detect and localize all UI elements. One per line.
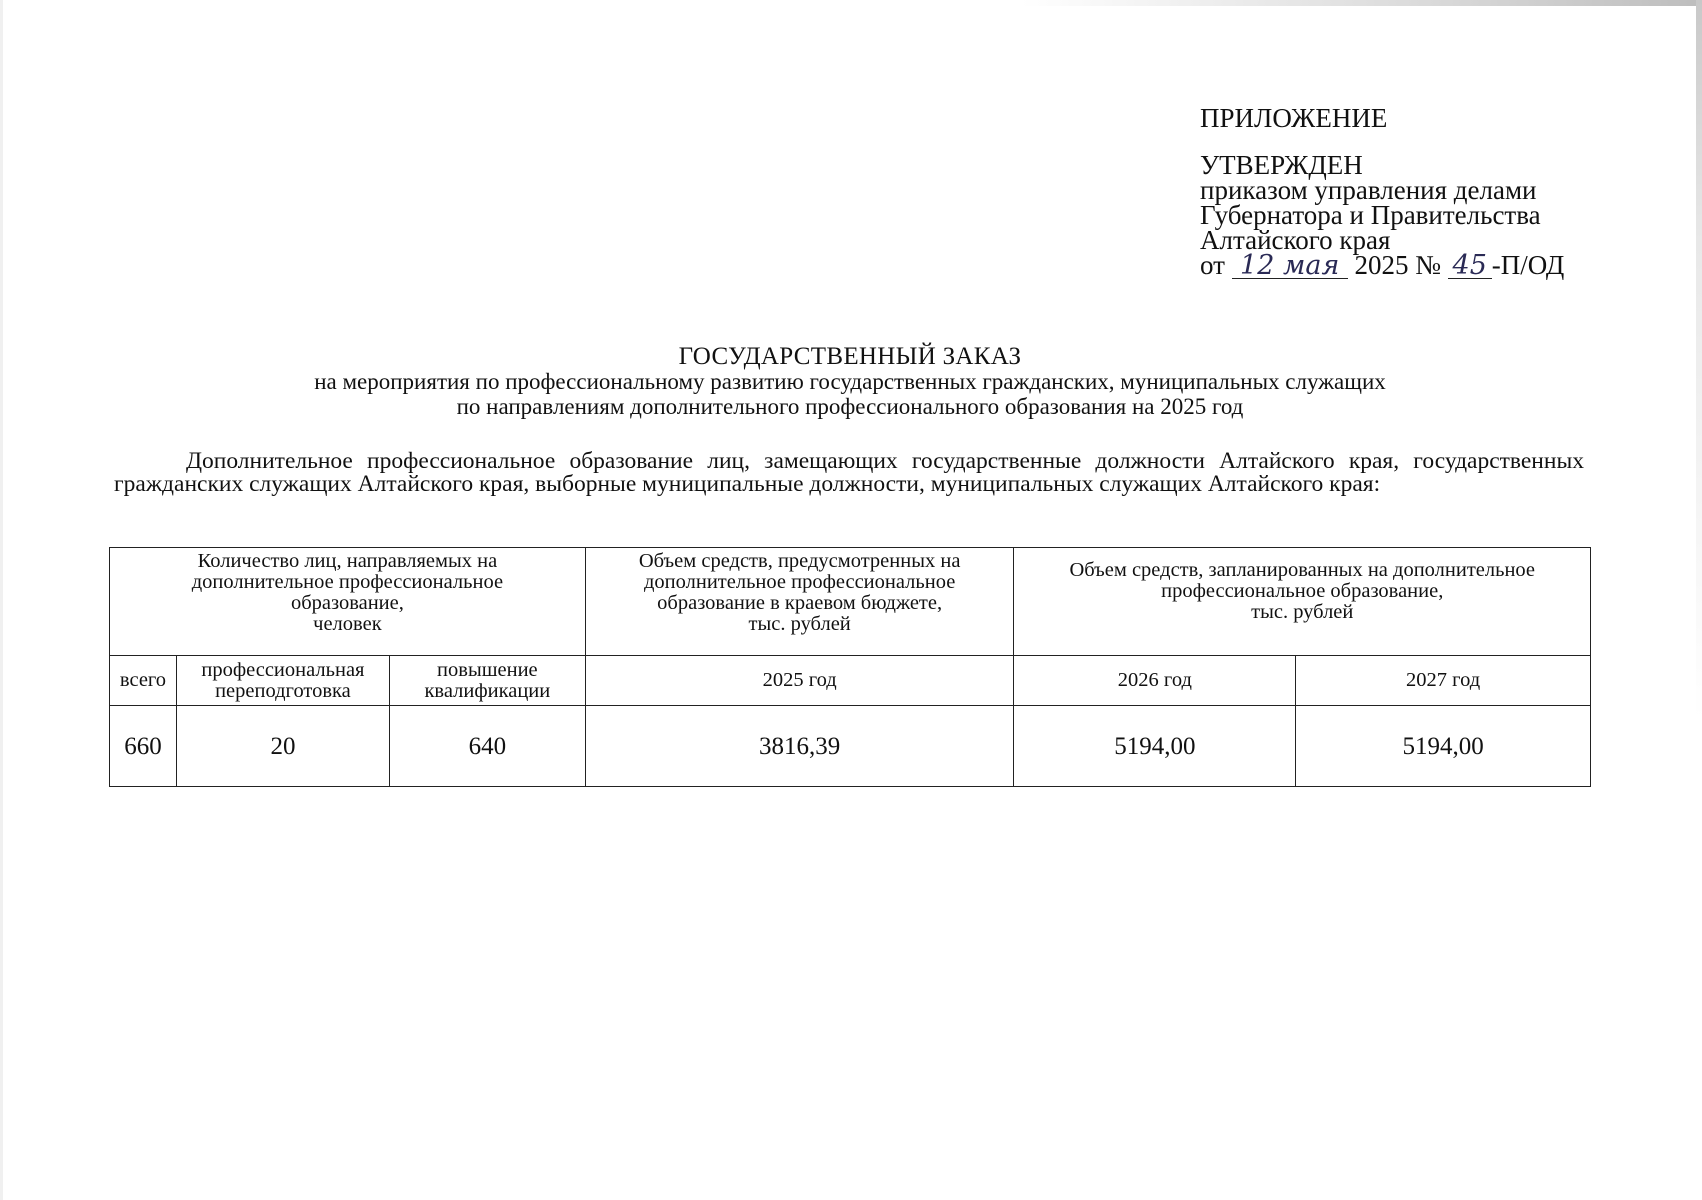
- document-subtitle-line-1: на мероприятия по профессиональному развитию государственных гражданских, муниципальных служащих: [314, 369, 1386, 394]
- approval-line-2: Губернатора и Правительства: [1200, 200, 1541, 230]
- header-planned-funds: Объем средств, запланированных на дополнительное профессиональное образование, тыс. рублей: [1014, 548, 1591, 656]
- scan-edge-top: [0, 0, 1702, 6]
- state-order-table: [109, 547, 1591, 787]
- scan-edge-right: [1696, 0, 1702, 1200]
- document-title: ГОСУДАРСТВЕННЫЙ ЗАКАЗ: [678, 343, 1022, 370]
- value-planned-2026: 5194,00: [1014, 706, 1296, 787]
- value-planned-2027: 5194,00: [1296, 706, 1591, 787]
- approval-line-3: Алтайского края: [1200, 225, 1391, 255]
- title-block: [110, 344, 1590, 419]
- document-subtitle-line-2: по направлениям дополнительного профессионального образования на 2025 год: [456, 394, 1244, 419]
- value-total: 660: [110, 706, 177, 787]
- header-year-2027: 2027 год: [1296, 656, 1591, 706]
- approved-label: УТВЕРЖДЕН: [1200, 150, 1363, 180]
- handwritten-order-number: 45: [1448, 253, 1492, 279]
- header-people-count: Количество лиц, направляемых на дополнительное профессиональное образование, человек: [110, 548, 586, 656]
- approval-line-1: приказом управления делами: [1200, 175, 1537, 205]
- value-budget-2025: 3816,39: [585, 706, 1014, 787]
- header-year-2026: 2026 год: [1014, 656, 1296, 706]
- table-header-row-2: [110, 656, 1591, 706]
- date-year: 2025 №: [1354, 250, 1441, 280]
- order-suffix: -П/ОД: [1491, 250, 1565, 280]
- approval-block: [1200, 103, 1620, 281]
- header-total: всего: [110, 656, 177, 706]
- table-header-row-1: [110, 548, 1591, 656]
- approval-date-line: [1200, 250, 1620, 281]
- date-prefix: от: [1200, 250, 1225, 280]
- value-retraining: 20: [176, 706, 389, 787]
- table-row: [110, 706, 1591, 787]
- header-year-2025: 2025 год: [585, 656, 1014, 706]
- scan-edge-left: [0, 0, 3, 1200]
- header-upskilling: повышение квалификации: [389, 656, 585, 706]
- header-budget-funds: Объем средств, предусмотренных на дополнительное профессиональное образование в краевом бюджете, тыс. рублей: [585, 548, 1014, 656]
- handwritten-date: 12 мая: [1232, 253, 1348, 279]
- appendix-label: ПРИЛОЖЕНИЕ: [1200, 103, 1388, 133]
- value-upskilling: 640: [389, 706, 585, 787]
- intro-paragraph: Дополнительное профессиональное образование лиц, замещающих государственные должности Алтайского края, государственных гражданских служащих Алтайского края, выборные муниципальные должности, муниципальных служащих Алтайского края:: [114, 448, 1584, 497]
- header-retraining: профессиональная переподготовка: [176, 656, 389, 706]
